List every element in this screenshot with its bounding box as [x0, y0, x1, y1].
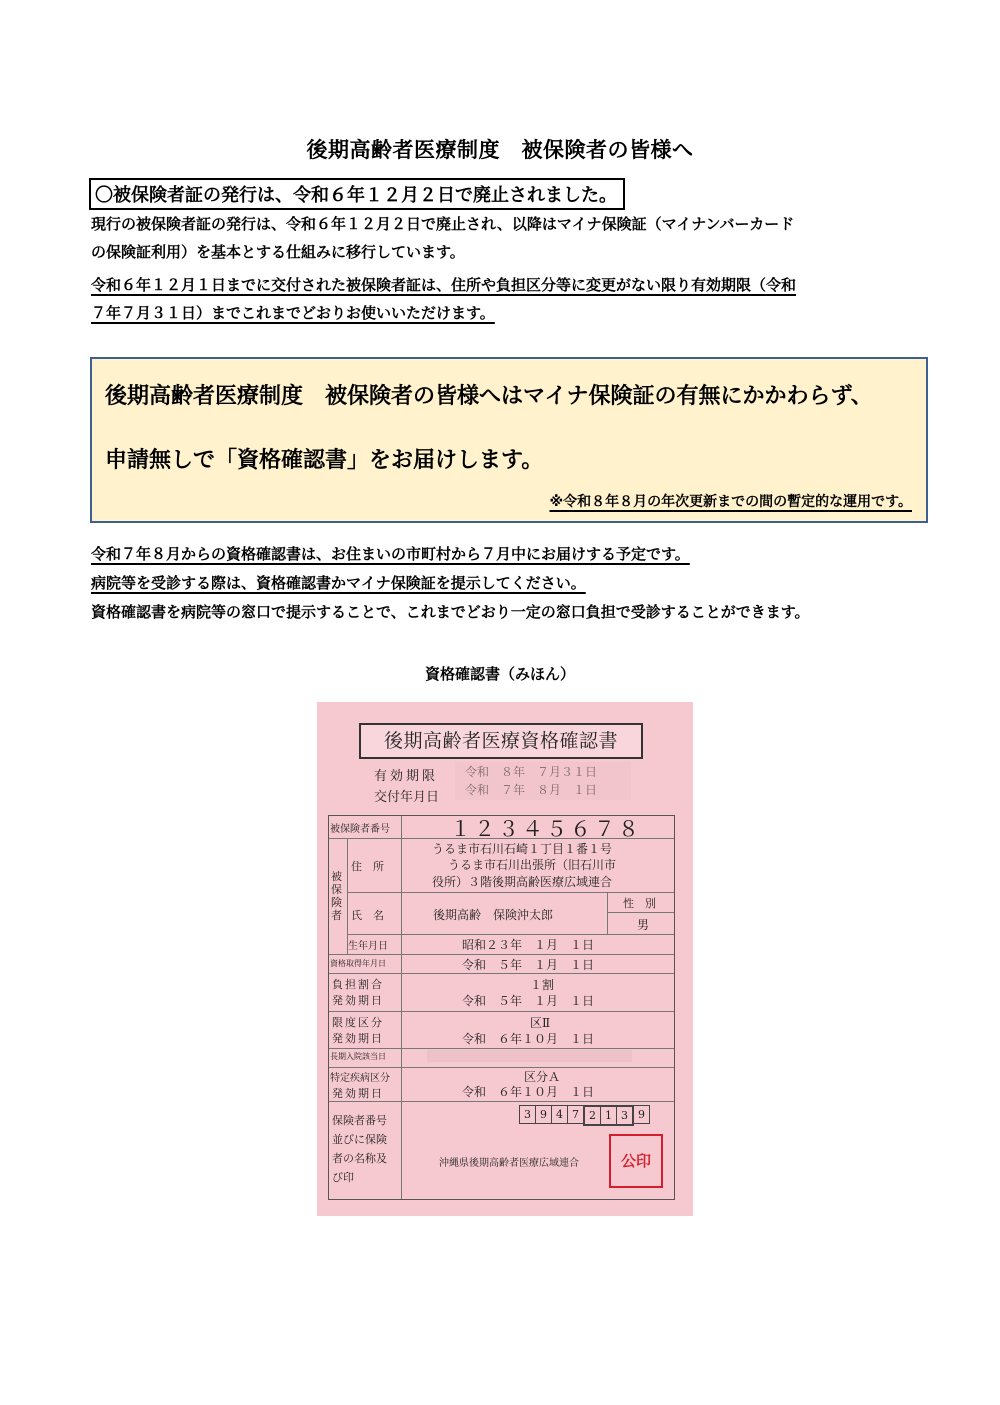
- limit-label-2: 発効期日: [332, 1032, 384, 1045]
- burden-value: １割: [530, 978, 555, 992]
- notice-box: [90, 357, 928, 523]
- expiry-value: 令和 ８年 ７月３１日: [465, 765, 598, 779]
- address-line-2: うるま市石川出張所（旧石川市: [448, 858, 617, 872]
- insurer-digit: 3: [519, 1105, 536, 1124]
- name-value: 後期高齢 保険沖太郎: [433, 908, 554, 922]
- acquired-value: 令和 ５年 １月 １日: [462, 958, 595, 972]
- boxed-heading: 〇被保険者証の発行は、令和６年１２月２日で廃止されました。: [89, 178, 625, 210]
- body-line-1: 令和７年８月からの資格確認書は、お住まいの市町村から７月中にお届けする予定です。: [91, 545, 690, 563]
- burden-date: 令和 ５年 １月 １日: [462, 994, 595, 1008]
- body-line-3: 資格確認書を病院等の窓口で提示することで、これまでどおり一定の窓口負担で受診することができます。: [91, 603, 810, 621]
- intro-line-1: 現行の被保険者証の発行は、令和６年１２月２日で廃止され、以降はマイナ保険証（マイナンバーカード: [91, 215, 795, 233]
- intro-line-2: の保険証利用）を基本とする仕組みに移行しています。: [91, 243, 465, 261]
- date-shade: [455, 762, 631, 800]
- longterm-shade: [427, 1050, 632, 1062]
- notice-line-1: 後期高齢者医療制度 被保険者の皆様へはマイナ保険証の有無にかかわらず、: [105, 384, 873, 409]
- issue-label: 交付年月日: [374, 790, 440, 805]
- name-label: 氏 名: [351, 909, 384, 922]
- expiry-label: 有効期限: [374, 769, 439, 784]
- insurer-digit: 9: [535, 1105, 552, 1124]
- acquired-label: 資格取得年月日: [330, 959, 386, 968]
- insurer-number: [520, 1105, 650, 1126]
- longterm-label: 長期入院該当日: [330, 1052, 386, 1061]
- burden-label-2: 発効期日: [332, 994, 384, 1007]
- certificate-sample: [317, 702, 693, 1216]
- insurer-digit: 2: [583, 1105, 601, 1126]
- intro-line-4: ７年７月３１日）までこれまでどおりお使いいただけます。: [91, 304, 495, 322]
- notice-note: ※令和８年８月の年次更新までの間の暫定的な運用です。: [549, 494, 912, 510]
- insurer-name: 沖縄県後期高齢者医療広域連合: [439, 1158, 579, 1169]
- intro-line-3: 令和６年１２月１日までに交付された被保険者証は、住所や負担区分等に変更がない限り有効期限（令和: [91, 276, 797, 294]
- specific-label-2: 発効期日: [332, 1087, 384, 1100]
- insured-no-label: 被保険者番号: [330, 824, 390, 835]
- sample-caption: 資格確認書（みほん）: [424, 665, 575, 683]
- limit-label-1: 限度区分: [332, 1016, 384, 1029]
- insurer-digit: 4: [551, 1105, 568, 1124]
- insured-no-value: １２３４５６７８: [450, 817, 642, 841]
- dob-value: 昭和２３年 １月 １日: [462, 938, 595, 952]
- limit-date: 令和 ６年１０月 １日: [462, 1032, 595, 1046]
- specific-date: 令和 ６年１０月 １日: [462, 1085, 595, 1099]
- insurer-label-3: 者の名称及: [332, 1152, 387, 1165]
- insurer-digit: 3: [616, 1105, 634, 1126]
- burden-label-1: 負担割合: [332, 978, 384, 991]
- limit-value: 区Ⅱ: [530, 1016, 551, 1030]
- notice-line-2: 申請無しで「資格確認書」をお届けします。: [105, 448, 544, 473]
- insurer-digit: 7: [567, 1105, 584, 1124]
- specific-value: 区分Ａ: [524, 1070, 561, 1084]
- insurer-label-2: 並びに保険: [332, 1133, 387, 1146]
- address-line-3: 役所）３階後期高齢医療広域連合: [432, 875, 613, 889]
- issue-value: 令和 ７年 ８月 １日: [465, 783, 598, 797]
- address-line-1: うるま市石川石崎１丁目１番１号: [432, 842, 613, 856]
- insurer-label-1: 保険者番号: [332, 1114, 387, 1127]
- insurer-digit: 9: [633, 1105, 650, 1124]
- official-seal: 公印: [609, 1134, 663, 1188]
- page-title: 後期高齢者医療制度 被保険者の皆様へ: [306, 138, 694, 162]
- sex-value: 男: [637, 918, 650, 932]
- sex-label: 性 別: [623, 897, 656, 910]
- address-label: 住 所: [351, 860, 384, 873]
- specific-label-1: 特定疾病区分: [330, 1073, 390, 1084]
- certificate-title: 後期高齢者医療資格確認書: [359, 723, 643, 759]
- insured-side-label: 被保険者: [331, 870, 342, 922]
- insurer-digit: 1: [600, 1105, 617, 1126]
- body-line-2: 病院等を受診する際は、資格確認書かマイナ保険証を提示してください。: [91, 574, 586, 592]
- dob-label: 生年月日: [348, 941, 388, 952]
- insurer-label-4: び印: [332, 1171, 354, 1184]
